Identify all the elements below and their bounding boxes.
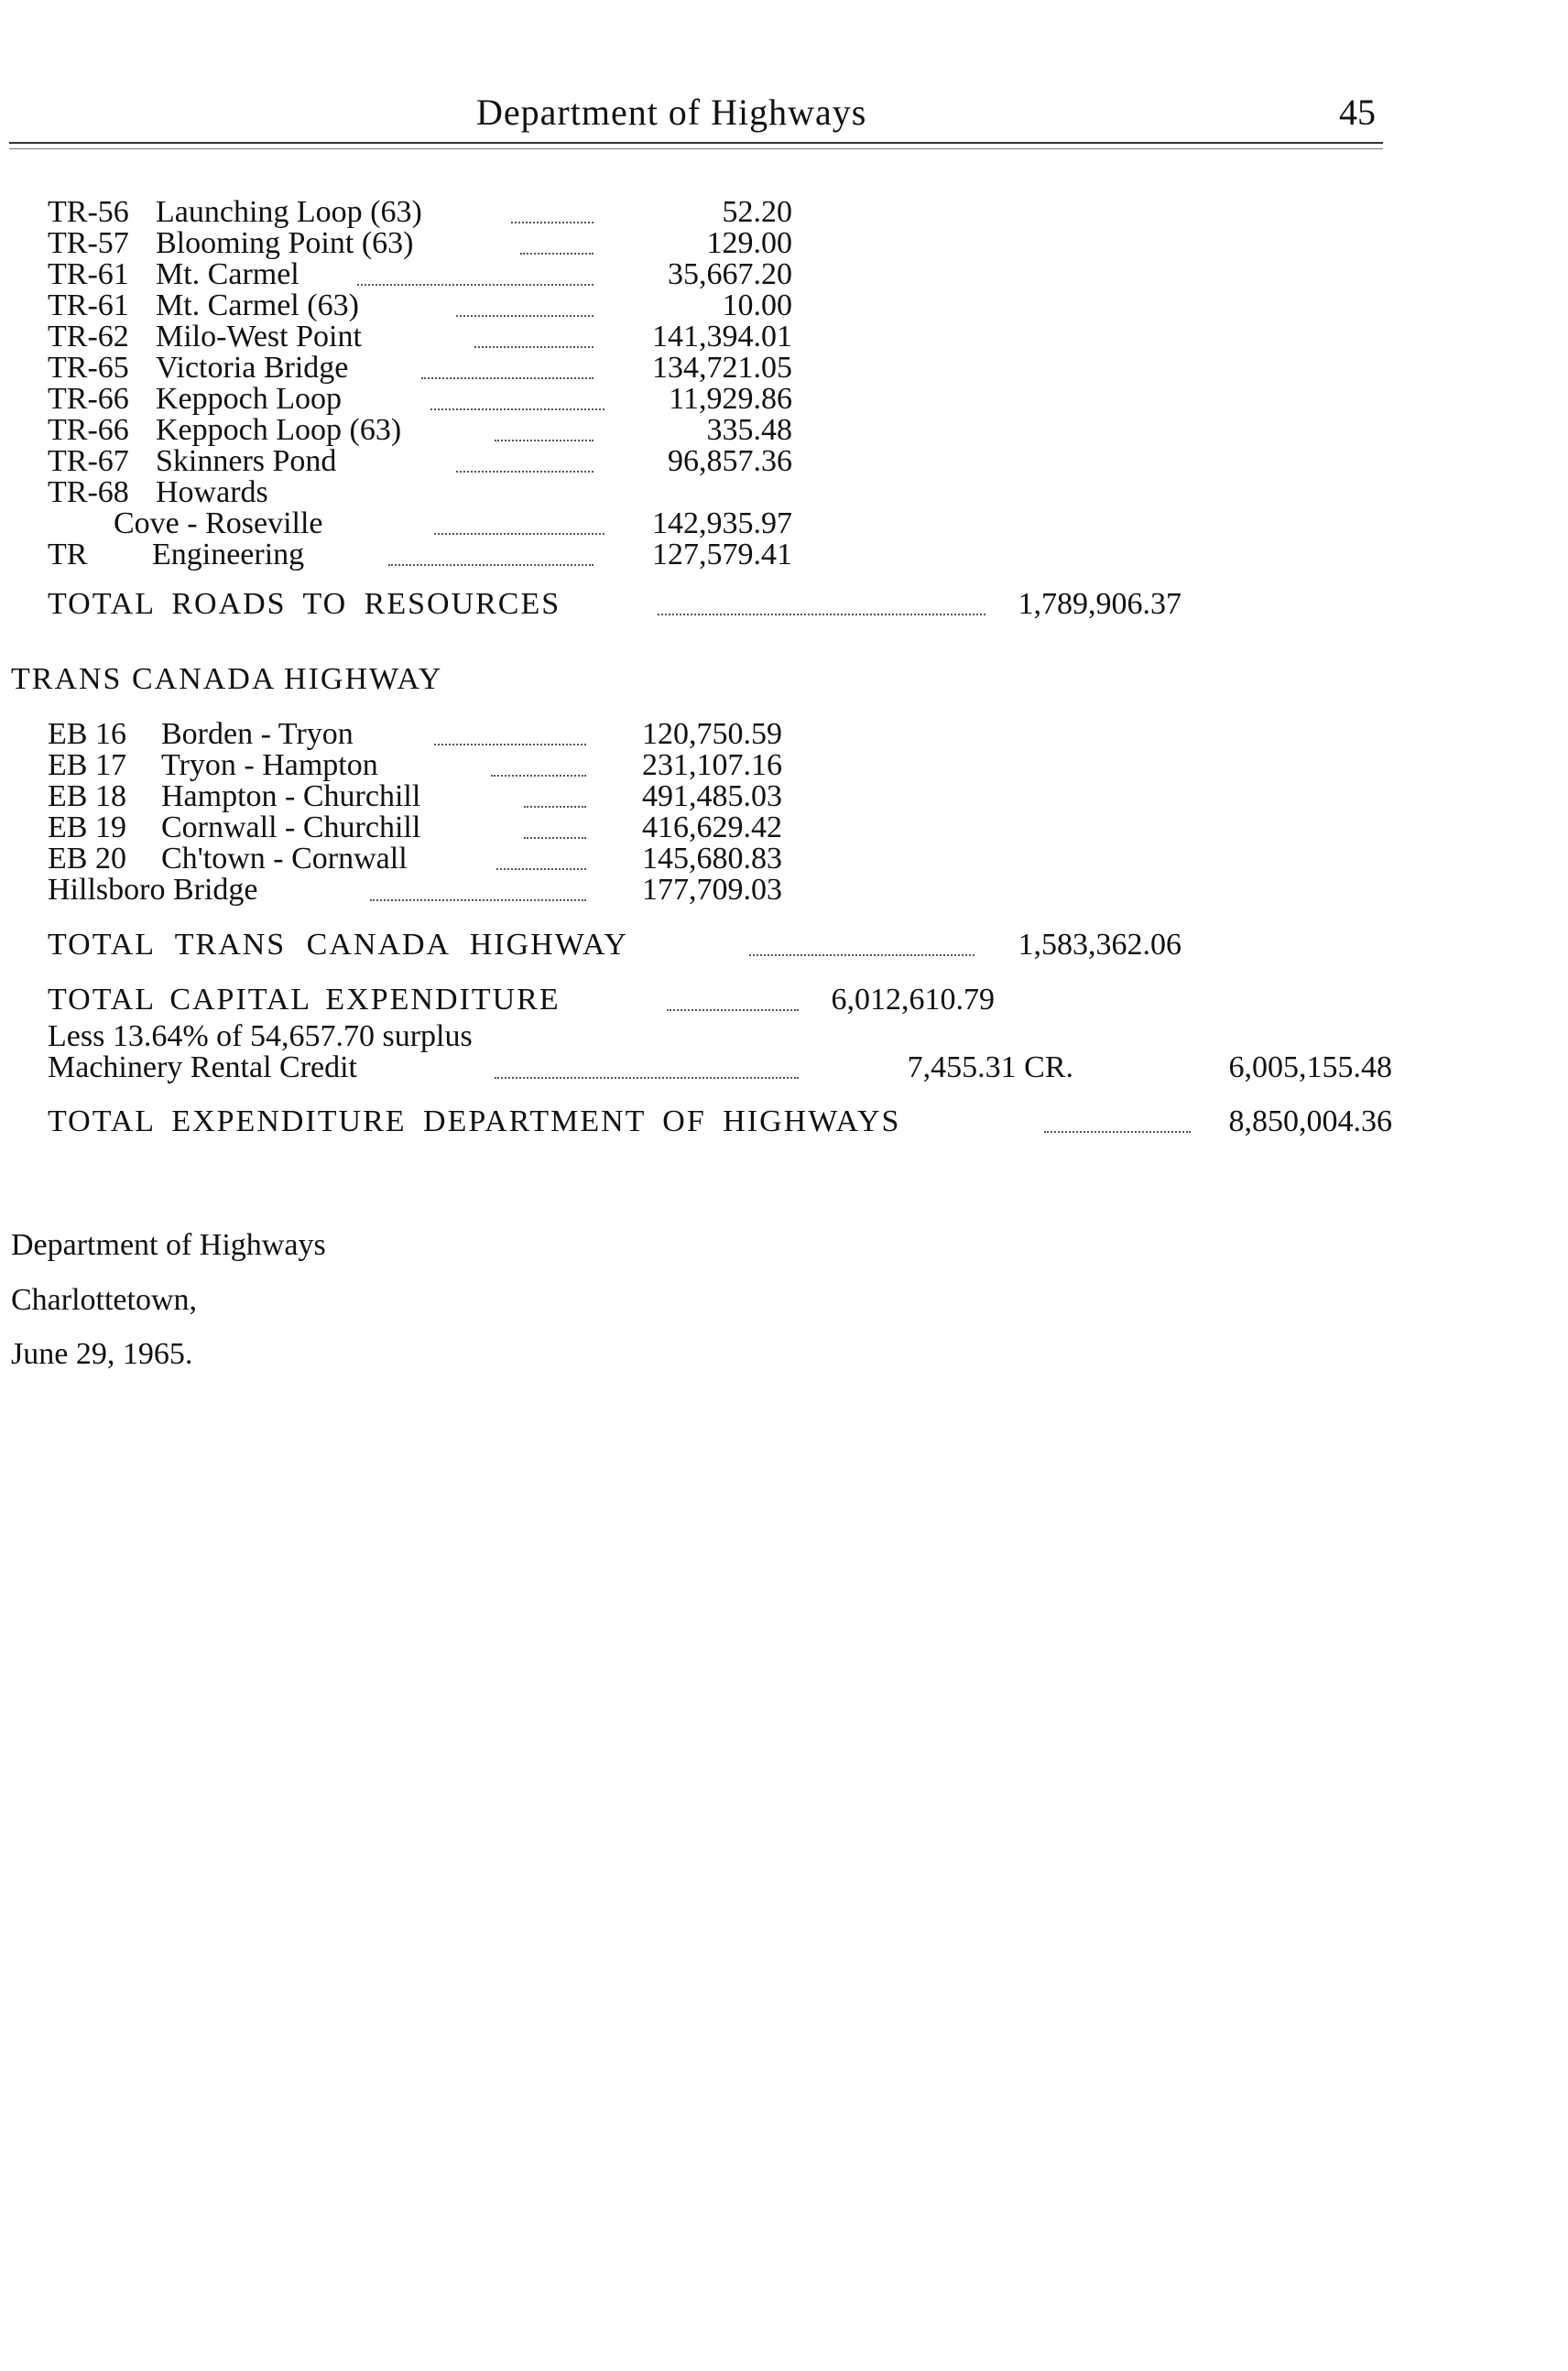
footer-date: June 29, 1965. — [11, 1337, 193, 1371]
dot-leader — [474, 346, 593, 348]
row-code: EB 20 — [48, 842, 126, 876]
dot-leader — [434, 533, 604, 535]
row-name: Hampton - Churchill — [161, 779, 421, 813]
total-roads-to-resources-amount: 1,789,906.37 — [1018, 587, 1181, 621]
dot-leader — [749, 954, 975, 956]
row-amount: 231,107.16 — [642, 748, 782, 782]
dot-leader — [430, 408, 604, 410]
row-amount: 335.48 — [706, 413, 792, 447]
row-name: Ch'town - Cornwall — [161, 842, 408, 876]
row-amount: 35,667.20 — [668, 257, 792, 291]
page-title: Department of Highways — [476, 92, 867, 133]
trans-canada-heading: TRANS CANADA HIGHWAY — [11, 662, 443, 696]
row-code: EB 16 — [48, 717, 126, 751]
row-code: TR-66 — [48, 413, 129, 447]
dot-leader — [524, 806, 586, 808]
row-amount: 120,750.59 — [642, 717, 782, 751]
machinery-rental-label: Machinery Rental Credit — [48, 1050, 358, 1084]
row-amount: 141,394.01 — [652, 320, 792, 353]
machinery-rental-amount: 7,455.31 CR. — [907, 1050, 1073, 1084]
row-code: TR-56 — [48, 195, 129, 229]
row-code: EB 17 — [48, 748, 126, 782]
row-amount: 491,485.03 — [642, 779, 782, 813]
row-name: Keppoch Loop — [156, 382, 343, 416]
row-code: EB 18 — [48, 779, 126, 813]
header-rule-secondary — [9, 148, 1383, 149]
row-amount: 11,929.86 — [669, 382, 792, 416]
row-amount: 142,935.97 — [652, 506, 792, 540]
row-code: TR-62 — [48, 320, 129, 353]
row-name: Mt. Carmel — [156, 257, 299, 291]
row-code: TR — [48, 538, 88, 571]
row-amount: 52.20 — [722, 195, 792, 229]
row-code: TR-57 — [48, 226, 129, 260]
dot-leader — [495, 1077, 799, 1079]
dot-leader — [496, 868, 586, 870]
row-code: TR-65 — [48, 351, 129, 385]
row-name: Tryon - Hampton — [161, 748, 378, 782]
row-name: Keppoch Loop (63) — [156, 413, 402, 447]
row-amount: 134,721.05 — [652, 351, 792, 385]
row-name: Cornwall - Churchill — [161, 810, 421, 844]
row-name: Borden - Tryon — [161, 717, 354, 751]
dot-leader — [456, 471, 593, 473]
dot-leader — [491, 775, 586, 777]
row-amount: 145,680.83 — [642, 842, 782, 876]
row-name: Hillsboro Bridge — [48, 873, 258, 907]
row-name: Launching Loop (63) — [156, 195, 422, 229]
row-code: TR-61 — [48, 288, 129, 322]
row-code: TR-67 — [48, 444, 129, 478]
row-amount: 129.00 — [706, 226, 792, 260]
row-code: TR-68 — [48, 475, 129, 509]
row-name: Mt. Carmel (63) — [156, 288, 359, 322]
header-rule — [9, 142, 1383, 144]
net-capital-amount: 6,005,155.48 — [1228, 1050, 1392, 1084]
grand-total-label: TOTAL EXPENDITURE DEPARTMENT OF HIGHWAYS — [48, 1104, 901, 1138]
total-roads-to-resources-label: TOTAL ROADS TO RESOURCES — [48, 587, 561, 621]
row-name: Milo-West Point — [156, 320, 362, 353]
footer-department: Department of Highways — [11, 1228, 326, 1262]
row-name: Howards — [156, 475, 268, 509]
surplus-less-line: Less 13.64% of 54,657.70 surplus — [48, 1019, 473, 1053]
dot-leader — [357, 284, 593, 286]
row-amount: 416,629.42 — [642, 810, 782, 844]
dot-leader — [511, 222, 593, 223]
row-code: TR-66 — [48, 382, 129, 416]
footer-city: Charlottetown, — [11, 1283, 198, 1317]
row-amount: 177,709.03 — [642, 873, 782, 907]
total-trans-canada-amount: 1,583,362.06 — [1018, 928, 1181, 962]
row-code: TR-61 — [48, 257, 129, 291]
dot-leader — [434, 744, 586, 745]
dot-leader — [667, 1009, 799, 1011]
row-name: Victoria Bridge — [156, 351, 349, 385]
dot-leader — [370, 899, 586, 901]
grand-total-amount: 8,850,004.36 — [1228, 1104, 1392, 1138]
row-name: Skinners Pond — [156, 444, 337, 478]
dot-leader — [658, 614, 985, 615]
row-name: Blooming Point (63) — [156, 226, 414, 260]
row-amount: 10.00 — [722, 288, 792, 322]
dot-leader — [421, 377, 593, 379]
row-name-continuation: Cove - Roseville — [114, 506, 323, 540]
page-number: 45 — [1339, 92, 1376, 133]
dot-leader — [524, 837, 586, 839]
row-name: Engineering — [152, 538, 305, 571]
total-capital-expenditure-label: TOTAL CAPITAL EXPENDITURE — [48, 983, 561, 1017]
row-amount: 127,579.41 — [652, 538, 792, 571]
dot-leader — [1044, 1131, 1191, 1133]
row-code: EB 19 — [48, 810, 126, 844]
dot-leader — [388, 564, 593, 566]
total-capital-expenditure-amount: 6,012,610.79 — [831, 983, 995, 1017]
dot-leader — [456, 315, 593, 317]
row-amount: 96,857.36 — [668, 444, 792, 478]
dot-leader — [520, 253, 593, 255]
dot-leader — [495, 440, 593, 441]
total-trans-canada-label: TOTAL TRANS CANADA HIGHWAY — [48, 928, 629, 962]
